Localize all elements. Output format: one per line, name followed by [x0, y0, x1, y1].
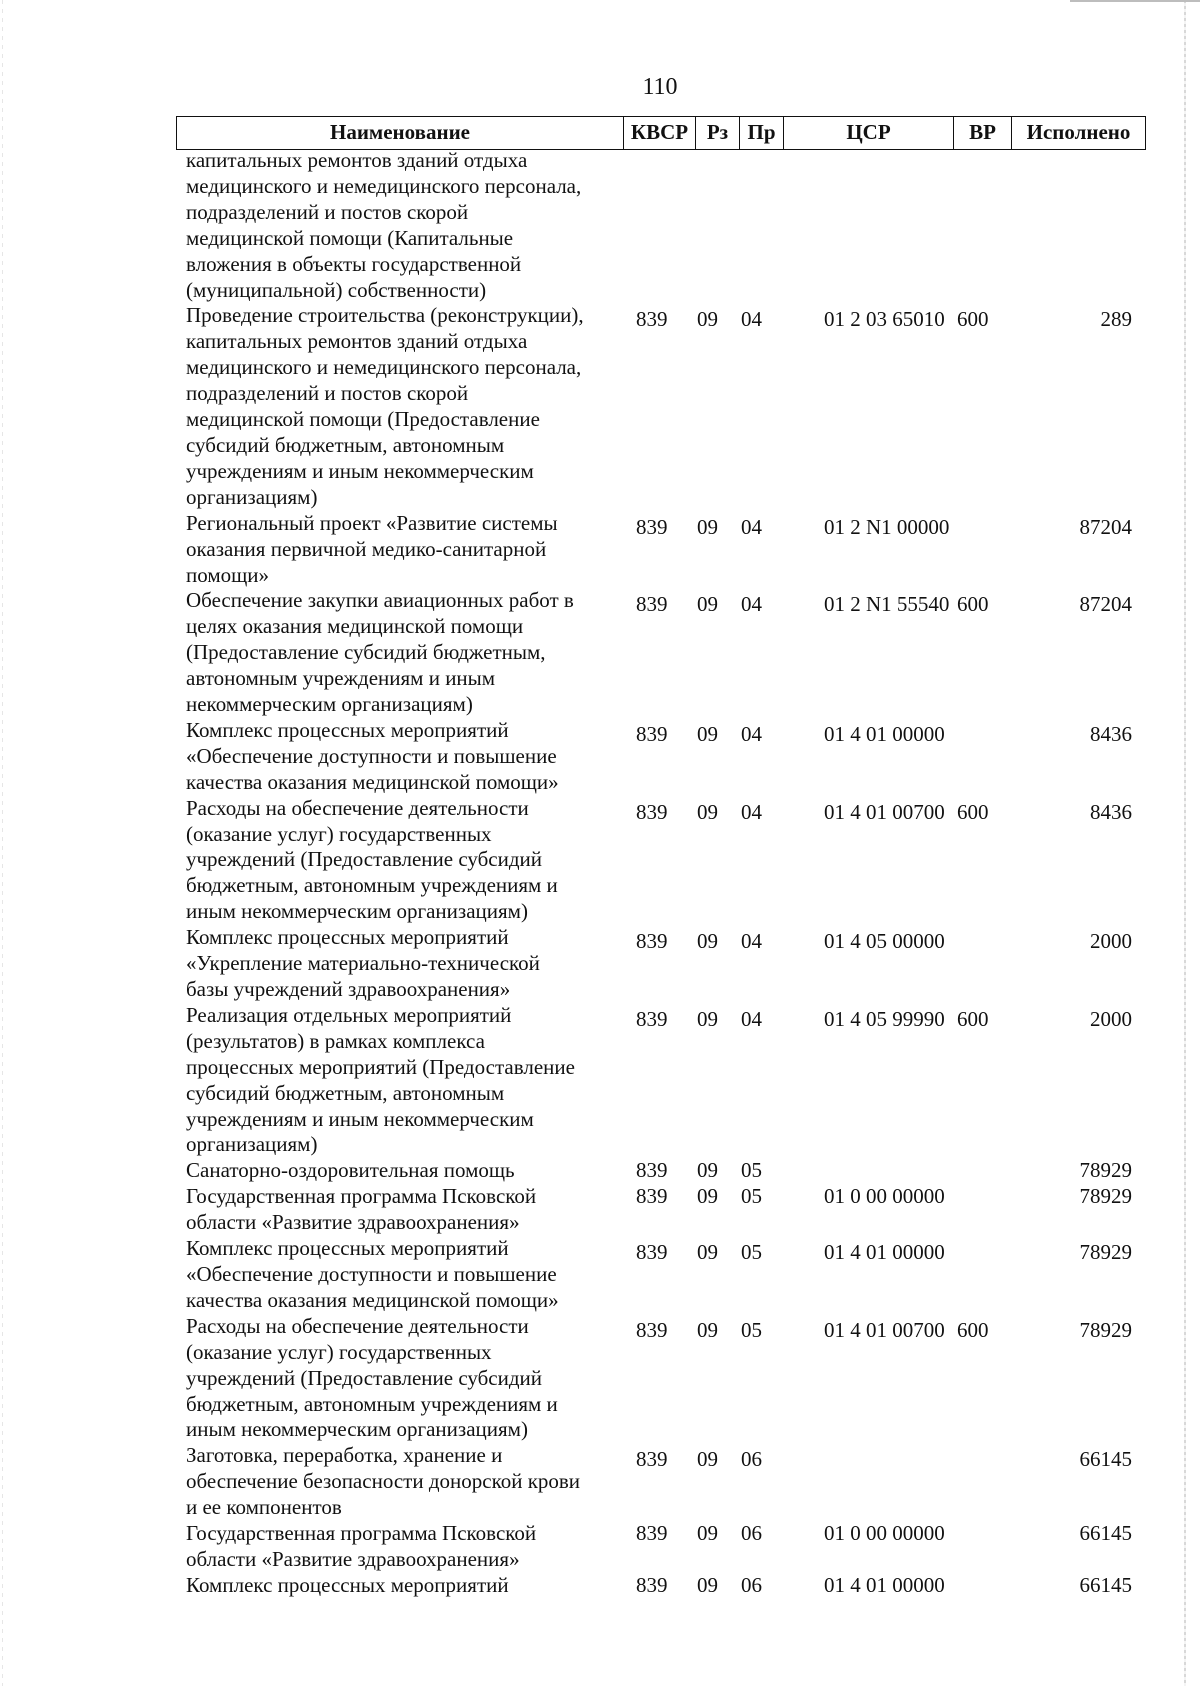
row-rz: 09 [697, 1158, 718, 1183]
row-rz: 09 [697, 514, 718, 539]
row-kvsr: 839 [636, 1184, 668, 1209]
header-vr: ВР [953, 117, 1011, 149]
row-pr: 05 [741, 1317, 762, 1342]
row-kvsr: 839 [636, 799, 668, 824]
row-csr: 01 2 N1 00000 [824, 514, 950, 539]
table-row [0, 303, 1200, 510]
row-csr: 01 0 00 00000 [824, 1184, 945, 1209]
table-row [0, 1521, 1200, 1573]
row-ispolneno: 78929 [1079, 1158, 1132, 1183]
row-pr: 06 [741, 1521, 762, 1546]
table-row [0, 1236, 1200, 1314]
row-name: Государственная программа Псковской области «Развитие здравоохранения» [186, 1521, 537, 1571]
row-pr: 04 [741, 929, 762, 954]
row-csr: 01 2 03 65010 [824, 307, 945, 332]
row-name: Комплекс процессных мероприятий «Обеспечение доступности и повышение качества оказания медицинской помощи» [186, 717, 559, 794]
row-name: Комплекс процессных мероприятий «Укрепление материально-технической базы учреждений здравоохранения» [186, 925, 540, 1001]
row-ispolneno: 8436 [1090, 721, 1132, 746]
row-kvsr: 839 [636, 1006, 668, 1031]
header-ispolneno: Исполнено [1011, 117, 1145, 149]
row-pr: 04 [741, 592, 762, 617]
row-vr: 600 [957, 799, 989, 824]
row-name: Проведение строительства (реконструкции), капитальных ремонтов зданий отдыха медицинского и немедицинского персонала, подразделений и постов скорой медицинской помощи (Предоставление субсидий бюджетным, автономным учреждениям и иным некоммерческим организациям) [186, 303, 584, 509]
header-kvsr: КВСР [623, 117, 695, 149]
row-ispolneno: 78929 [1079, 1317, 1132, 1342]
row-pr: 04 [741, 721, 762, 746]
table-row [0, 148, 1200, 303]
row-rz: 09 [697, 1521, 718, 1546]
row-kvsr: 839 [636, 1317, 668, 1342]
row-kvsr: 839 [636, 1447, 668, 1472]
table-row [0, 588, 1200, 718]
row-rz: 09 [697, 1184, 718, 1209]
row-name: Комплекс процессных мероприятий [186, 1572, 509, 1597]
row-name: Комплекс процессных мероприятий «Обеспечение доступности и повышение качества оказания медицинской помощи» [186, 1236, 559, 1312]
row-rz: 09 [697, 1240, 718, 1265]
table-header [176, 116, 1146, 150]
row-rz: 09 [697, 929, 718, 954]
row-csr: 01 4 01 00000 [824, 721, 945, 746]
row-kvsr: 839 [636, 1521, 668, 1546]
row-name: Обеспечение закупки авиационных работ в целях оказания медицинской помощи (Предоставление субсидий бюджетным, автономным учреждениям и иным некоммерческим организациям) [186, 588, 574, 717]
row-rz: 09 [697, 721, 718, 746]
table-body [0, 148, 1200, 1599]
row-csr: 01 4 05 99990 [824, 1006, 945, 1031]
row-ispolneno: 66145 [1079, 1521, 1132, 1546]
table-row [0, 1573, 1200, 1599]
row-kvsr: 839 [636, 1158, 668, 1183]
row-csr: 01 4 01 00000 [824, 1240, 945, 1265]
row-csr: 01 0 00 00000 [824, 1521, 945, 1546]
row-ispolneno: 2000 [1090, 929, 1132, 954]
row-vr: 600 [957, 1317, 989, 1342]
row-csr: 01 4 01 00000 [824, 1572, 945, 1597]
row-pr: 05 [741, 1240, 762, 1265]
table-row [0, 1003, 1200, 1158]
row-csr: 01 2 N1 55540 [824, 592, 950, 617]
row-ispolneno: 2000 [1090, 1006, 1132, 1031]
row-ispolneno: 87204 [1079, 592, 1132, 617]
row-name: Санаторно-оздоровительная помощь [186, 1158, 515, 1183]
row-ispolneno: 87204 [1079, 514, 1132, 539]
row-kvsr: 839 [636, 721, 668, 746]
row-name: Заготовка, переработка, хранение и обеспечение безопасности донорской крови и ее компонентов [186, 1443, 581, 1520]
row-kvsr: 839 [636, 592, 668, 617]
row-kvsr: 839 [636, 1240, 668, 1265]
table-row [0, 1443, 1200, 1521]
row-ispolneno: 78929 [1079, 1240, 1132, 1265]
row-kvsr: 839 [636, 307, 668, 332]
table-row [0, 1314, 1200, 1444]
row-kvsr: 839 [636, 929, 668, 954]
table-row [0, 718, 1200, 796]
row-rz: 09 [697, 307, 718, 332]
table-row [0, 511, 1200, 589]
row-name: Реализация отдельных мероприятий (результатов) в рамках комплекса процессных мероприятий (Предоставление субсидий бюджетным, автономным учреждениям и иным некоммерческим организациям) [186, 1002, 575, 1157]
header-rz: Рз [695, 117, 739, 149]
row-vr: 600 [957, 592, 989, 617]
table-row [0, 796, 1200, 926]
row-pr: 06 [741, 1572, 762, 1597]
row-name: Расходы на обеспечение деятельности (оказание услуг) государственных учреждений (Предоставление субсидий бюджетным, автономным учреждениям и иным некоммерческим организациям) [186, 795, 558, 924]
row-kvsr: 839 [636, 1572, 668, 1597]
row-kvsr: 839 [636, 514, 668, 539]
row-name: Расходы на обеспечение деятельности (оказание услуг) государственных учреждений (Предоставление субсидий бюджетным, автономным учреждениям и иным некоммерческим организациям) [186, 1313, 558, 1442]
row-ispolneno: 78929 [1079, 1184, 1132, 1209]
row-csr: 01 4 05 00000 [824, 929, 945, 954]
row-pr: 06 [741, 1447, 762, 1472]
row-name: Государственная программа Псковской области «Развитие здравоохранения» [186, 1184, 537, 1235]
scan-top-line [1070, 0, 1200, 2]
row-vr: 600 [957, 307, 989, 332]
row-ispolneno: 8436 [1090, 799, 1132, 824]
row-name: капитальных ремонтов зданий отдыха медицинского и немедицинского персонала, подразделений и постов скорой медицинской помощи (Капитальные вложения в объекты государственной (муниципальной) собственности) [186, 148, 582, 302]
row-rz: 09 [697, 1317, 718, 1342]
header-name: Наименование [330, 120, 470, 144]
row-pr: 04 [741, 799, 762, 824]
table-row [0, 1184, 1200, 1236]
table-row [0, 1158, 1200, 1184]
row-pr: 04 [741, 1006, 762, 1031]
row-rz: 09 [697, 799, 718, 824]
row-rz: 09 [697, 1447, 718, 1472]
row-csr: 01 4 01 00700 [824, 799, 945, 824]
row-pr: 04 [741, 307, 762, 332]
row-ispolneno: 66145 [1079, 1572, 1132, 1597]
row-rz: 09 [697, 1572, 718, 1597]
row-csr: 01 4 01 00700 [824, 1317, 945, 1342]
row-vr: 600 [957, 1006, 989, 1031]
row-name: Региональный проект «Развитие системы оказания первичной медико-санитарной помощи» [186, 510, 558, 587]
row-pr: 04 [741, 514, 762, 539]
header-pr: Пр [739, 117, 783, 149]
page-number: 110 [642, 74, 678, 100]
row-pr: 05 [741, 1158, 762, 1183]
row-rz: 09 [697, 1006, 718, 1031]
row-rz: 09 [697, 592, 718, 617]
row-ispolneno: 66145 [1079, 1447, 1132, 1472]
row-ispolneno: 289 [1100, 307, 1132, 332]
header-csr: ЦСР [783, 117, 953, 149]
table-row [0, 925, 1200, 1003]
row-pr: 05 [741, 1184, 762, 1209]
